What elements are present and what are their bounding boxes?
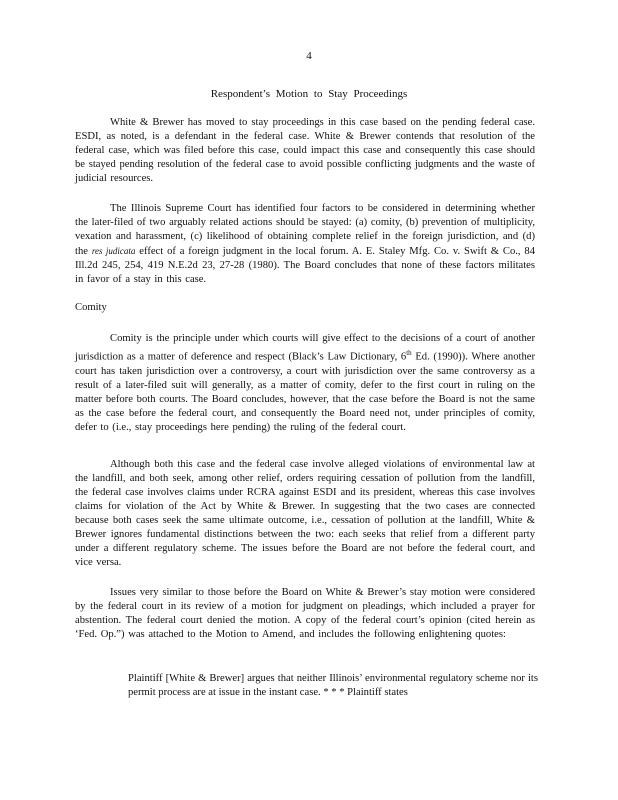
res-judicata-term: res judicata [91, 246, 136, 256]
page-number: 4 [306, 50, 312, 62]
paragraph-4: Although both this case and the federal case involve alleged violations of environmental law at the landfill, and both seek, among other relief, orders requiring cessation of pollution from the landfill, the federal case involves claims under RCRA against ESDI and its president, whereas this case involves claims for violation of the Act by White & Brewer. In suggesting that the two cases are connected because both cases seek the same ultimate outcome, i.e., cessation of pollution at the landfill, White & Brewer ignores fundamental distinctions between the two: each seeks that relief from a different party under a different regulatory scheme. The issues before the Board are not before the federal court, and vice versa. [75, 459, 535, 568]
paragraph-5: Issues very similar to those before the Board on White & Brewer’s stay motion were considered by the federal court in its review of a motion for judgment on pleadings, which included a prayer for abstention. The federal court denied the motion. A copy of the federal court’s opinion (cited herein as ‘Fed. Op.”) was attached to the Motion to Amend, and includes the following enlightening quotes: [75, 587, 535, 640]
paragraph-3: Comity is the principle under which courts will give effect to the decisions of a court of another jurisdiction as a matter of deference and respect (Black’s Law Dictionary, 6th Ed. (1990)). Where another court has taken jurisdiction over a controversy, a court with jurisdiction over the same controversy as a result of a later-filed suit will generally, as a matter of comity, defer to the first court in ruling on the matter before both courts. The Board concludes, however, that the case before the Board is not the same as the case before the federal court, and consequently the Board need not, under principles of comity, defer to (i.e., stay proceedings here pending) the ruling of the federal court. [75, 333, 535, 433]
heading-comity: Comity [75, 302, 107, 313]
paragraph-1: White & Brewer has moved to stay proceedings in this case based on the pending federal case. ESDI, as noted, is a defendant in the federal case. White & Brewer contends that resolution of the federal case, which was filed before this case, could impact this case and consequently this case should be stayed pending resolution of the federal case to avoid possible conflicting judgments and the waste of judicial resources. [75, 117, 535, 184]
section-title: Respondent’s Motion to Stay Proceedings [210, 88, 408, 100]
block-quote: Plaintiff [White & Brewer] argues that neither Illinois’ environmental regulatory scheme nor its permit process are at issue in the instant case. * * * Plaintiff states [128, 673, 538, 698]
paragraph-2: The Illinois Supreme Court has identified four factors to be considered in determining whether the later-filed of two arguably related actions should be stayed: (a) comity, (b) prevention of multiplicity, vexation and harassment, (c) likelihood of obtaining complete relief in the foreign jurisdiction, and (d) the res judicata effect of a foreign judgment in the local forum. A. E. Staley Mfg. Co. v. Swift & Co., 84 Ill.2d 245, 254, 419 N.E.2d 23, 27-28 (1980). The Board concludes that none of these factors militates in favor of a stay in this case. [75, 203, 535, 285]
